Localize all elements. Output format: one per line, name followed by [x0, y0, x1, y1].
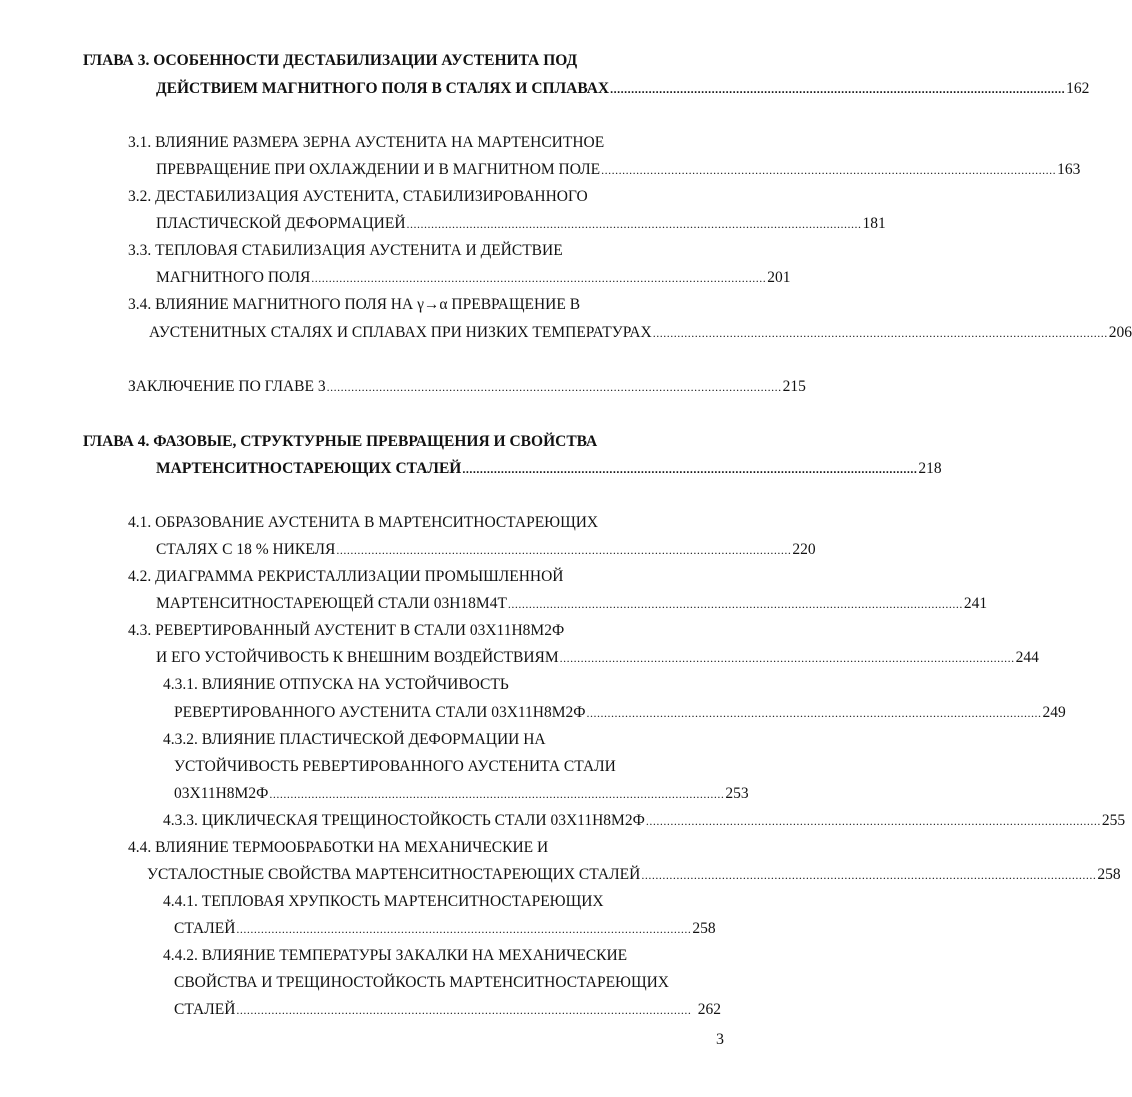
toc-section-3-3-line-2 — [156, 268, 791, 288]
toc-section-4-2-page: 241 — [963, 595, 988, 612]
toc-section-4-4-2-line-1: 4.4.2. ВЛИЯНИЕ ТЕМПЕРАТУРЫ ЗАКАЛКИ НА МЕХАНИЧЕСКИЕ — [163, 947, 628, 964]
toc-section-4-4-page: 258 — [1097, 866, 1121, 883]
toc-chapter-4-title-line-2-text: МАРТЕНСИТНОСТАРЕЮЩИХ СТАЛЕЙ — [156, 460, 462, 477]
toc-chapter-3-title-line-1: ГЛАВА 3. ОСОБЕННОСТИ ДЕСТАБИЛИЗАЦИИ АУСТЕНИТА ПОД — [83, 52, 578, 69]
leader-dots: .................................................................................................................................. — [601, 163, 1057, 177]
toc-section-4-4-2-page: 262 — [697, 1001, 721, 1018]
leader-dots: .................................................................................................................................. — [559, 651, 1015, 665]
toc-section-4-3-3-line — [163, 811, 1126, 831]
toc-section-4-3-1-page: 249 — [1042, 704, 1066, 721]
toc-chapter-3-page: 162 — [1066, 80, 1090, 97]
toc-section-4-2-line-2-text: МАРТЕНСИТНОСТАРЕЮЩЕЙ СТАЛИ 03Н18М4Т — [156, 595, 507, 612]
toc-section-3-1-line-2-text: ПРЕВРАЩЕНИЕ ПРИ ОХЛАЖДЕНИИ И В МАГНИТНОМ ПОЛЕ — [156, 161, 601, 178]
toc-section-4-3-line-2 — [156, 648, 1039, 668]
leader-dots: .................................................................................................................................. — [641, 868, 1097, 882]
toc-chapter-4-title-line-1: ГЛАВА 4. ФАЗОВЫЕ, СТРУКТУРНЫЕ ПРЕВРАЩЕНИЯ И СВОЙСТВА — [83, 433, 598, 450]
toc-chapter-4-page: 218 — [918, 460, 942, 477]
toc-section-3-4-line-1: 3.4. ВЛИЯНИЕ МАГНИТНОГО ПОЛЯ НА γ→α ПРЕВРАЩЕНИЕ В — [128, 296, 581, 313]
toc-section-4-3-2-page: 253 — [725, 785, 749, 802]
toc-section-4-3-line-2-text: И ЕГО УСТОЙЧИВОСТЬ К ВНЕШНИМ ВОЗДЕЙСТВИЯМ — [156, 649, 559, 666]
toc-chapter-3-title-line-2 — [156, 79, 1090, 99]
toc-section-4-3-3-page: 255 — [1101, 812, 1126, 829]
toc-section-3-1-page: 163 — [1057, 161, 1081, 178]
toc-conclusion-3-line — [128, 377, 806, 397]
toc-section-4-3-1-line-1: 4.3.1. ВЛИЯНИЕ ОТПУСКА НА УСТОЙЧИВОСТЬ — [163, 676, 509, 693]
toc-section-3-3-line-2-text: МАГНИТНОГО ПОЛЯ — [156, 269, 311, 286]
toc-chapter-3-title-line-2-text: ДЕЙСТВИЕМ МАГНИТНОГО ПОЛЯ В СТАЛЯХ И СПЛАВАХ — [156, 80, 610, 97]
toc-section-4-3-2-line-3 — [174, 784, 749, 804]
toc-section-4-4-2-line-2: СВОЙСТВА И ТРЕЩИНОСТОЙКОСТЬ МАРТЕНСИТНОСТАРЕЮЩИХ — [174, 974, 670, 991]
toc-section-4-4-2-line-3 — [174, 1000, 721, 1020]
leader-dots: .................................................................................................................................. — [586, 706, 1042, 720]
toc-section-4-3-line-1: 4.3. РЕВЕРТИРОВАННЫЙ АУСТЕНИТ В СТАЛИ 03Х11Н8М2Ф — [128, 622, 565, 639]
leader-dots: .................................................................................................................................. — [326, 380, 782, 394]
toc-section-4-3-2-line-2: УСТОЙЧИВОСТЬ РЕВЕРТИРОВАННОГО АУСТЕНИТА СТАЛИ — [174, 758, 616, 775]
toc-section-3-1-line-2 — [156, 160, 1081, 180]
toc-section-4-4-1-page: 258 — [692, 920, 716, 937]
leader-dots: .................................................................................................................................. — [406, 217, 862, 231]
toc-section-4-3-1-line-2-text: РЕВЕРТИРОВАННОГО АУСТЕНИТА СТАЛИ 03Х11Н8М2Ф — [174, 704, 586, 721]
toc-section-3-4-line-2-text: АУСТЕНИТНЫХ СТАЛЯХ И СПЛАВАХ ПРИ НИЗКИХ ТЕМПЕРАТУРАХ — [149, 324, 652, 341]
toc-section-4-3-1-line-2 — [174, 703, 1066, 723]
toc-chapter-4-title-line-2 — [156, 459, 942, 479]
leader-dots: .................................................................................................................................. — [236, 1003, 692, 1017]
leader-dots: .................................................................................................................................. — [652, 326, 1108, 340]
toc-section-3-3-line-1: 3.3. ТЕПЛОВАЯ СТАБИЛИЗАЦИЯ АУСТЕНИТА И ДЕЙСТВИЕ — [128, 242, 563, 259]
toc-section-3-2-line-2 — [156, 214, 886, 234]
leader-dots: .................................................................................................................................. — [236, 922, 692, 936]
leader-dots: .................................................................................................................................. — [336, 543, 792, 557]
leader-dots: .................................................................................................................................. — [645, 814, 1101, 828]
leader-dots: .................................................................................................................................. — [269, 787, 725, 801]
toc-section-3-1-line-1: 3.1. ВЛИЯНИЕ РАЗМЕРА ЗЕРНА АУСТЕНИТА НА МАРТЕНСИТНОЕ — [128, 134, 605, 151]
toc-section-4-3-page: 244 — [1015, 649, 1039, 666]
leader-dots: .................................................................................................................................. — [610, 82, 1066, 96]
toc-section-3-3-page: 201 — [767, 269, 791, 286]
toc-section-4-4-1-line-2-text: СТАЛЕЙ — [174, 920, 236, 937]
toc-section-4-1-line-1: 4.1. ОБРАЗОВАНИЕ АУСТЕНИТА В МАРТЕНСИТНОСТАРЕЮЩИХ — [128, 514, 599, 531]
leader-dots: .................................................................................................................................. — [507, 597, 963, 611]
toc-section-4-4-line-2-text: УСТАЛОСТНЫЕ СВОЙСТВА МАРТЕНСИТНОСТАРЕЮЩИХ СТАЛЕЙ — [147, 866, 641, 883]
toc-section-4-1-page: 220 — [792, 541, 816, 558]
toc-section-4-4-1-line-2 — [174, 919, 715, 939]
toc-section-4-3-3-text: 4.3.3. ЦИКЛИЧЕСКАЯ ТРЕЩИНОСТОЙКОСТЬ СТАЛИ 03Х11Н8М2Ф — [163, 812, 645, 829]
toc-section-4-1-line-2-text: СТАЛЯХ С 18 % НИКЕЛЯ — [156, 541, 336, 558]
toc-section-3-4-line-2 — [149, 323, 1132, 343]
toc-section-4-3-2-line-3-text: 03Х11Н8М2Ф — [174, 785, 269, 802]
toc-section-3-2-page: 181 — [862, 215, 886, 232]
toc-section-4-2-line-1: 4.2. ДИАГРАММА РЕКРИСТАЛЛИЗАЦИИ ПРОМЫШЛЕННОЙ — [128, 568, 564, 585]
toc-section-3-4-page: 206 — [1108, 324, 1132, 341]
toc-conclusion-3-page: 215 — [782, 378, 806, 395]
leader-dots: .................................................................................................................................. — [311, 271, 767, 285]
toc-section-4-4-line-1: 4.4. ВЛИЯНИЕ ТЕРМООБРАБОТКИ НА МЕХАНИЧЕСКИЕ И — [128, 839, 549, 856]
toc-section-4-4-1-line-1: 4.4.1. ТЕПЛОВАЯ ХРУПКОСТЬ МАРТЕНСИТНОСТАРЕЮЩИХ — [163, 893, 604, 910]
toc-section-4-2-line-2 — [156, 594, 988, 614]
page-number: 3 — [716, 1031, 724, 1048]
toc-section-3-2-line-1: 3.2. ДЕСТАБИЛИЗАЦИЯ АУСТЕНИТА, СТАБИЛИЗИРОВАННОГО — [128, 188, 588, 205]
toc-section-4-3-2-line-1: 4.3.2. ВЛИЯНИЕ ПЛАСТИЧЕСКОЙ ДЕФОРМАЦИИ НА — [163, 731, 546, 748]
toc-section-4-4-2-line-3-text: СТАЛЕЙ — [174, 1001, 236, 1018]
toc-section-4-4-line-2 — [147, 865, 1121, 885]
toc-section-4-1-line-2 — [156, 540, 816, 560]
leader-dots: .................................................................................................................................. — [462, 462, 918, 476]
toc-section-3-2-line-2-text: ПЛАСТИЧЕСКОЙ ДЕФОРМАЦИЕЙ — [156, 215, 406, 232]
toc-conclusion-3-text: ЗАКЛЮЧЕНИЕ ПО ГЛАВЕ 3 — [128, 378, 326, 395]
